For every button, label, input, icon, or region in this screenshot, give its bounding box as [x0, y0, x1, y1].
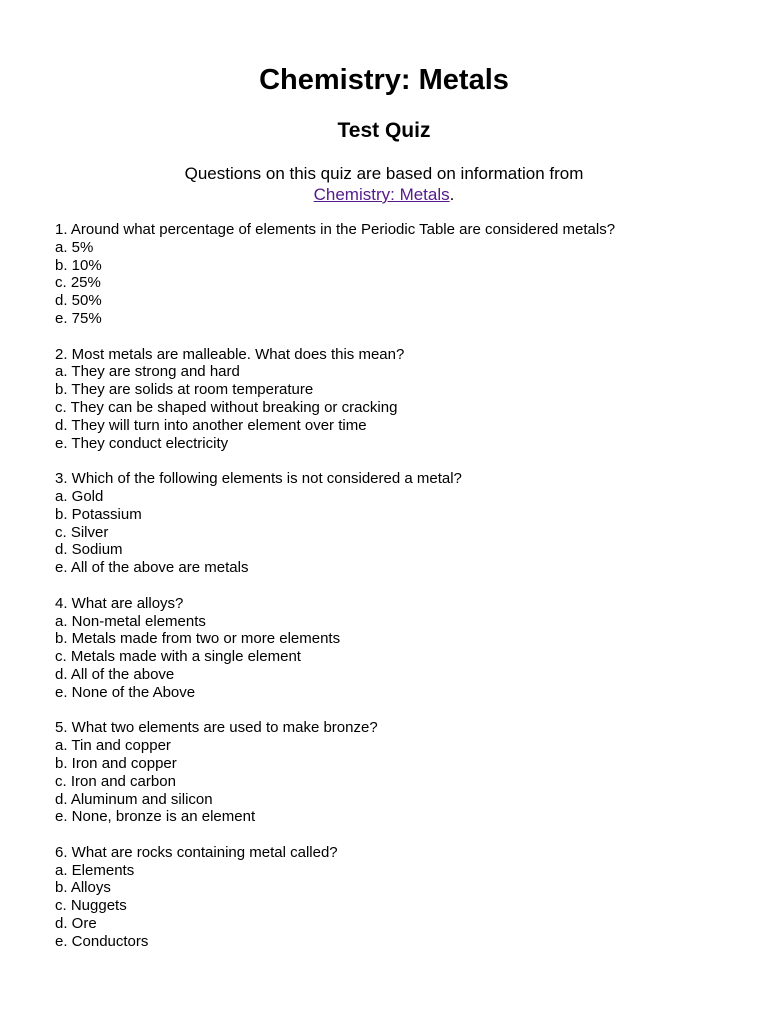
question-5 [55, 719, 755, 826]
source-link[interactable]: Chemistry: Metals [313, 185, 450, 204]
answer-option: a. Non-metal elements [55, 612, 206, 630]
question-text: 4. What are alloys? [55, 594, 184, 612]
answer-option: b. Alloys [55, 879, 111, 897]
answer-option: b. Potassium [55, 505, 142, 523]
page-subtitle: Test Quiz [337, 119, 431, 142]
answer-option: c. 25% [55, 274, 101, 292]
question-2 [55, 346, 755, 453]
intro-link-line [0, 184, 768, 205]
answer-option: c. Silver [55, 523, 109, 541]
answer-option: d. 50% [55, 292, 102, 310]
answer-option: a. Tin and copper [55, 737, 171, 755]
answer-option: d. They will turn into another element over time [55, 416, 367, 434]
answer-option: e. None of the Above [55, 683, 196, 701]
question-text: 3. Which of the following elements is not considered a metal? [55, 470, 462, 488]
answer-option: a. Gold [55, 487, 104, 505]
answer-option: e. They conduct electricity [55, 434, 229, 452]
question-text: 6. What are rocks containing metal called? [55, 843, 338, 861]
question-text: 1. Around what percentage of elements in the Periodic Table are considered metals? [55, 221, 616, 238]
answer-option: d. All of the above [55, 665, 175, 683]
intro-suffix: . [449, 185, 455, 204]
answer-option: e. 75% [55, 309, 102, 327]
question-3 [55, 470, 755, 577]
answer-option: a. They are strong and hard [55, 363, 240, 381]
answer-option: c. Nuggets [55, 897, 127, 915]
question-6 [55, 844, 755, 951]
question-list [55, 221, 755, 968]
answer-option: e. None, bronze is an element [55, 808, 256, 826]
answer-option: d. Sodium [55, 541, 123, 559]
question-text: 5. What two elements are used to make bronze? [55, 719, 378, 737]
answer-option: d. Ore [55, 915, 97, 933]
intro-text [0, 163, 768, 205]
answer-option: b. They are solids at room temperature [55, 381, 314, 399]
intro-line: Questions on this quiz are based on information from [184, 164, 584, 183]
answer-option: b. Iron and copper [55, 754, 177, 772]
answer-option: e. Conductors [55, 932, 149, 950]
answer-option: a. Elements [55, 861, 135, 879]
page-title: Chemistry: Metals [259, 64, 509, 96]
question-text: 2. Most metals are malleable. What does this mean? [55, 345, 405, 363]
answer-option: d. Aluminum and silicon [55, 790, 213, 808]
answer-option: c. Iron and carbon [55, 772, 176, 790]
answer-option: e. All of the above are metals [55, 559, 249, 577]
answer-option: a. 5% [55, 238, 94, 256]
question-4 [55, 595, 755, 702]
question-1 [55, 221, 755, 328]
answer-option: c. Metals made with a single element [55, 648, 301, 666]
answer-option: b. 10% [55, 256, 102, 274]
answer-option: b. Metals made from two or more elements [55, 630, 341, 648]
answer-option: c. They can be shaped without breaking or cracking [55, 398, 398, 416]
